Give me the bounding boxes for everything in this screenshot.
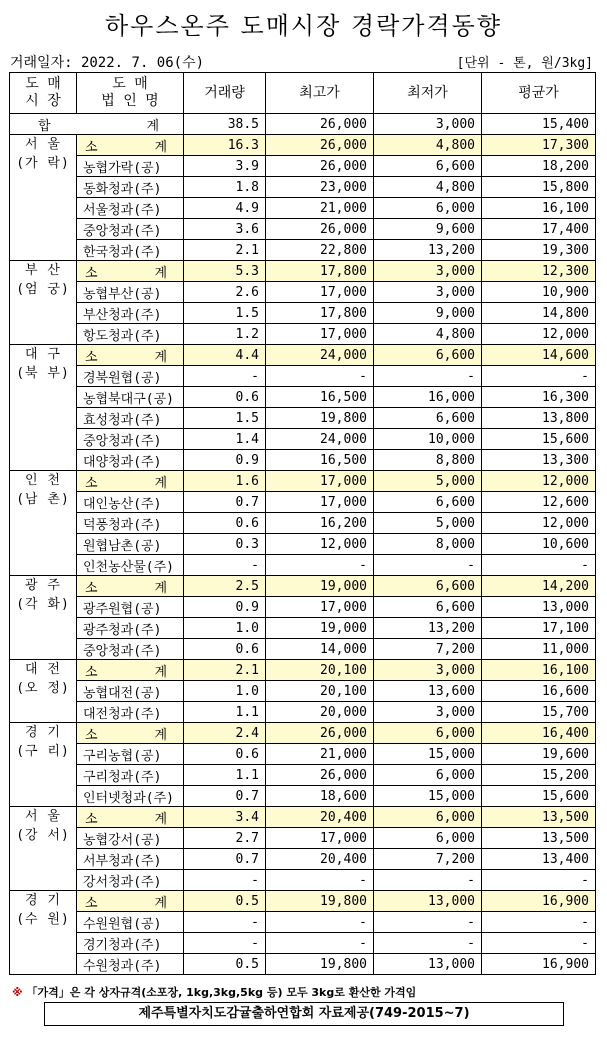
subtotal-label-part: 계 <box>154 139 167 155</box>
corp-name: 강서청과(주) <box>77 870 184 891</box>
table-row <box>10 450 596 471</box>
total-min: 3,000 <box>374 114 482 135</box>
corp-name: 항도청과(주) <box>77 324 184 345</box>
table-row <box>10 828 596 849</box>
corp-name: 농협북대구(공) <box>77 387 184 408</box>
subtotal-min: 3,000 <box>374 261 482 282</box>
avg-price: 15,600 <box>482 786 596 807</box>
min-price: 9,600 <box>374 219 482 240</box>
subtotal-row <box>10 345 596 366</box>
max-price: 26,000 <box>266 219 374 240</box>
table-body <box>10 114 596 975</box>
table-row <box>10 240 596 261</box>
max-price: - <box>266 555 374 576</box>
subtotal-max: 17,000 <box>266 471 374 492</box>
volume: 1.0 <box>184 681 266 702</box>
subtotal-label <box>77 261 184 282</box>
total-label-a: 합 <box>38 118 51 134</box>
avg-price: - <box>482 933 596 954</box>
table-row <box>10 408 596 429</box>
note-mark: ※ <box>12 986 23 999</box>
corp-name: 중앙청과(주) <box>77 639 184 660</box>
header-avg: 평균가 <box>482 73 596 114</box>
volume: 0.9 <box>184 597 266 618</box>
max-price: 12,000 <box>266 534 374 555</box>
volume: 1.0 <box>184 618 266 639</box>
subtotal-min: 6,000 <box>374 723 482 744</box>
subtotal-volume: 2.4 <box>184 723 266 744</box>
min-price: 15,000 <box>374 744 482 765</box>
corp-name: 인천농산물(주) <box>77 555 184 576</box>
subtotal-volume: 1.6 <box>184 471 266 492</box>
volume: 0.5 <box>184 954 266 975</box>
table-row <box>10 639 596 660</box>
header-corp: 도 매 법 인 명 <box>77 73 184 114</box>
subtotal-label-part: 계 <box>154 265 167 281</box>
table-row <box>10 492 596 513</box>
subtotal-volume: 2.5 <box>184 576 266 597</box>
min-price: 13,000 <box>374 954 482 975</box>
corp-name: 농협가락(공) <box>77 156 184 177</box>
header-market: 도 매 시 장 <box>10 73 77 114</box>
volume: - <box>184 555 266 576</box>
subtotal-volume: 5.3 <box>184 261 266 282</box>
table-row <box>10 870 596 891</box>
volume: 0.9 <box>184 450 266 471</box>
subtotal-volume: 4.4 <box>184 345 266 366</box>
subtotal-avg: 16,900 <box>482 891 596 912</box>
avg-price: 12,000 <box>482 513 596 534</box>
volume: 1.1 <box>184 765 266 786</box>
subtotal-label <box>77 135 184 156</box>
avg-price: - <box>482 912 596 933</box>
table-row <box>10 933 596 954</box>
table-row <box>10 324 596 345</box>
avg-price: 17,100 <box>482 618 596 639</box>
max-price: 17,000 <box>266 324 374 345</box>
corp-name: 덕풍청과(주) <box>77 513 184 534</box>
subtotal-label-part: 소 <box>85 811 98 827</box>
subtotal-label-part: 소 <box>85 895 98 911</box>
subtotal-row <box>10 807 596 828</box>
corp-name: 서울청과(주) <box>77 198 184 219</box>
subtotal-avg: 16,100 <box>482 660 596 681</box>
subtotal-label <box>77 723 184 744</box>
table-row <box>10 282 596 303</box>
max-price: 22,800 <box>266 240 374 261</box>
avg-price: 15,200 <box>482 765 596 786</box>
corp-name: 경기청과(주) <box>77 933 184 954</box>
footnote <box>12 984 416 1000</box>
subtotal-row <box>10 660 596 681</box>
data-credit: 제주특별자치도감귤출하연합회 자료제공(749-2015~7) <box>44 1002 564 1026</box>
avg-price: 15,800 <box>482 177 596 198</box>
avg-price: 13,300 <box>482 450 596 471</box>
min-price: 13,600 <box>374 681 482 702</box>
min-price: 6,000 <box>374 198 482 219</box>
max-price: 16,500 <box>266 450 374 471</box>
corp-name: 수원청과(주) <box>77 954 184 975</box>
avg-price: - <box>482 366 596 387</box>
max-price: 21,000 <box>266 198 374 219</box>
table-row <box>10 303 596 324</box>
table-row <box>10 912 596 933</box>
subtotal-label-part: 계 <box>154 580 167 596</box>
subtotal-label-part: 소 <box>85 727 98 743</box>
max-price: 20,400 <box>266 849 374 870</box>
market-name: 대 전 (오 정) <box>10 660 77 723</box>
avg-price: - <box>482 870 596 891</box>
subtotal-min: 4,800 <box>374 135 482 156</box>
min-price: 6,600 <box>374 156 482 177</box>
min-price: 3,000 <box>374 702 482 723</box>
table-row <box>10 177 596 198</box>
volume: 0.6 <box>184 513 266 534</box>
avg-price: 10,600 <box>482 534 596 555</box>
subtotal-max: 24,000 <box>266 345 374 366</box>
subtotal-label-part: 계 <box>154 811 167 827</box>
subtotal-avg: 16,400 <box>482 723 596 744</box>
market-name: 서 울 (가 락) <box>10 135 77 261</box>
subtotal-label-part: 계 <box>154 664 167 680</box>
min-price: 6,000 <box>374 765 482 786</box>
subtotal-max: 19,000 <box>266 576 374 597</box>
volume: - <box>184 870 266 891</box>
corp-name: 구리농협(공) <box>77 744 184 765</box>
avg-price: 16,300 <box>482 387 596 408</box>
max-price: 16,200 <box>266 513 374 534</box>
min-price: 8,800 <box>374 450 482 471</box>
table-row <box>10 198 596 219</box>
volume: 0.6 <box>184 639 266 660</box>
max-price: 17,800 <box>266 303 374 324</box>
volume: 1.5 <box>184 303 266 324</box>
max-price: 24,000 <box>266 429 374 450</box>
avg-price: 11,000 <box>482 639 596 660</box>
min-price: 13,200 <box>374 618 482 639</box>
subtotal-min: 3,000 <box>374 660 482 681</box>
subtotal-avg: 17,300 <box>482 135 596 156</box>
corp-name: 구리청과(주) <box>77 765 184 786</box>
table-row <box>10 702 596 723</box>
subtotal-label <box>77 576 184 597</box>
volume: 1.8 <box>184 177 266 198</box>
total-avg: 15,400 <box>482 114 596 135</box>
subtotal-row <box>10 471 596 492</box>
avg-price: 15,600 <box>482 429 596 450</box>
page-title: 하우스온주 도매시장 경락가격동향 <box>104 12 503 40</box>
volume: 0.3 <box>184 534 266 555</box>
header-max: 최고가 <box>266 73 374 114</box>
subtotal-label-part: 소 <box>85 475 98 491</box>
min-price: - <box>374 912 482 933</box>
market-name: 서 울 (강 서) <box>10 807 77 891</box>
min-price: 6,000 <box>374 828 482 849</box>
avg-price: - <box>482 555 596 576</box>
total-row <box>10 114 596 135</box>
subtotal-max: 20,100 <box>266 660 374 681</box>
min-price: 3,000 <box>374 282 482 303</box>
subtotal-label-part: 소 <box>85 139 98 155</box>
subtotal-label <box>77 471 184 492</box>
subtotal-label <box>77 345 184 366</box>
market-name: 경 기 (구 리) <box>10 723 77 807</box>
table-row <box>10 765 596 786</box>
subtotal-label-part: 소 <box>85 265 98 281</box>
total-max: 26,000 <box>266 114 374 135</box>
subtotal-volume: 0.5 <box>184 891 266 912</box>
market-name: 부 산 (엄 궁) <box>10 261 77 345</box>
table-row <box>10 618 596 639</box>
price-table <box>9 72 596 975</box>
subtotal-row <box>10 135 596 156</box>
min-price: - <box>374 870 482 891</box>
min-price: 7,200 <box>374 639 482 660</box>
corp-name: 대양청과(주) <box>77 450 184 471</box>
min-price: 15,000 <box>374 786 482 807</box>
header-min: 최저가 <box>374 73 482 114</box>
min-price: - <box>374 555 482 576</box>
corp-name: 농협대전(공) <box>77 681 184 702</box>
subtotal-max: 26,000 <box>266 723 374 744</box>
min-price: 4,800 <box>374 177 482 198</box>
max-price: - <box>266 933 374 954</box>
table-row <box>10 744 596 765</box>
subtotal-max: 20,400 <box>266 807 374 828</box>
volume: 3.6 <box>184 219 266 240</box>
total-label-b: 계 <box>146 118 159 134</box>
volume: - <box>184 933 266 954</box>
market-name: 경 기 (수 원) <box>10 891 77 975</box>
avg-price: 16,900 <box>482 954 596 975</box>
table-row <box>10 387 596 408</box>
corp-name: 수원원협(공) <box>77 912 184 933</box>
table-row <box>10 513 596 534</box>
volume: 1.1 <box>184 702 266 723</box>
corp-name: 경북원협(공) <box>77 366 184 387</box>
corp-name: 서부청과(주) <box>77 849 184 870</box>
max-price: 19,000 <box>266 618 374 639</box>
max-price: - <box>266 912 374 933</box>
min-price: 10,000 <box>374 429 482 450</box>
corp-name: 부산청과(주) <box>77 303 184 324</box>
avg-price: 14,800 <box>482 303 596 324</box>
subtotal-volume: 3.4 <box>184 807 266 828</box>
max-price: 21,000 <box>266 744 374 765</box>
subtotal-volume: 16.3 <box>184 135 266 156</box>
max-price: 19,800 <box>266 954 374 975</box>
min-price: - <box>374 933 482 954</box>
max-price: - <box>266 366 374 387</box>
subtotal-min: 6,000 <box>374 807 482 828</box>
subtotal-min: 6,600 <box>374 345 482 366</box>
corp-name: 광주청과(주) <box>77 618 184 639</box>
corp-name: 효성청과(주) <box>77 408 184 429</box>
avg-price: 15,700 <box>482 702 596 723</box>
subtotal-max: 17,800 <box>266 261 374 282</box>
total-label <box>10 114 184 135</box>
corp-name: 한국청과(주) <box>77 240 184 261</box>
max-price: 17,000 <box>266 492 374 513</box>
corp-name: 중앙청과(주) <box>77 429 184 450</box>
min-price: 4,800 <box>374 324 482 345</box>
volume: 2.1 <box>184 240 266 261</box>
subtotal-row <box>10 723 596 744</box>
max-price: 26,000 <box>266 156 374 177</box>
subtotal-label-part: 소 <box>85 349 98 365</box>
subtotal-row <box>10 576 596 597</box>
min-price: 6,600 <box>374 597 482 618</box>
subtotal-min: 5,000 <box>374 471 482 492</box>
corp-name: 인터넷청과(주) <box>77 786 184 807</box>
header-volume: 거래량 <box>184 73 266 114</box>
subtotal-label-part: 계 <box>154 475 167 491</box>
corp-name: 대인농산(주) <box>77 492 184 513</box>
min-price: 13,200 <box>374 240 482 261</box>
volume: 0.7 <box>184 849 266 870</box>
avg-price: 13,400 <box>482 849 596 870</box>
volume: 3.9 <box>184 156 266 177</box>
avg-price: 19,300 <box>482 240 596 261</box>
table-row <box>10 534 596 555</box>
volume: - <box>184 366 266 387</box>
subtotal-row <box>10 891 596 912</box>
min-price: 8,000 <box>374 534 482 555</box>
table-row <box>10 849 596 870</box>
table-row <box>10 366 596 387</box>
corp-name: 대전청과(주) <box>77 702 184 723</box>
max-price: 16,500 <box>266 387 374 408</box>
table-row <box>10 786 596 807</box>
subtotal-label-part: 계 <box>154 727 167 743</box>
min-price: 5,000 <box>374 513 482 534</box>
corp-name: 동화청과(주) <box>77 177 184 198</box>
volume: 0.7 <box>184 786 266 807</box>
total-volume: 38.5 <box>184 114 266 135</box>
volume: 0.6 <box>184 744 266 765</box>
unit-label: [단위 - 톤, 원/3kg] <box>456 56 593 71</box>
volume: 1.4 <box>184 429 266 450</box>
min-price: - <box>374 366 482 387</box>
max-price: 26,000 <box>266 765 374 786</box>
subtotal-avg: 13,500 <box>482 807 596 828</box>
table-row <box>10 954 596 975</box>
subtotal-volume: 2.1 <box>184 660 266 681</box>
max-price: - <box>266 870 374 891</box>
subtotal-avg: 12,300 <box>482 261 596 282</box>
volume: 0.7 <box>184 492 266 513</box>
subtotal-avg: 12,000 <box>482 471 596 492</box>
min-price: 16,000 <box>374 387 482 408</box>
subtotal-label-part: 소 <box>85 580 98 596</box>
table-row <box>10 429 596 450</box>
market-name: 광 주 (각 화) <box>10 576 77 660</box>
avg-price: 12,600 <box>482 492 596 513</box>
corp-name: 농협강서(공) <box>77 828 184 849</box>
max-price: 23,000 <box>266 177 374 198</box>
subtotal-min: 13,000 <box>374 891 482 912</box>
volume: 1.2 <box>184 324 266 345</box>
avg-price: 12,000 <box>482 324 596 345</box>
table-row <box>10 681 596 702</box>
corp-name: 원협남촌(공) <box>77 534 184 555</box>
subtotal-label-part: 계 <box>154 349 167 365</box>
volume: 2.6 <box>184 282 266 303</box>
subtotal-label-part: 소 <box>85 664 98 680</box>
max-price: 19,800 <box>266 408 374 429</box>
volume: 2.7 <box>184 828 266 849</box>
subtotal-max: 19,800 <box>266 891 374 912</box>
volume: 0.6 <box>184 387 266 408</box>
avg-price: 19,600 <box>482 744 596 765</box>
subtotal-label <box>77 891 184 912</box>
avg-price: 18,200 <box>482 156 596 177</box>
avg-price: 17,400 <box>482 219 596 240</box>
max-price: 14,000 <box>266 639 374 660</box>
subtotal-avg: 14,600 <box>482 345 596 366</box>
avg-price: 16,600 <box>482 681 596 702</box>
max-price: 18,600 <box>266 786 374 807</box>
volume: 4.9 <box>184 198 266 219</box>
table-row <box>10 597 596 618</box>
min-price: 6,600 <box>374 492 482 513</box>
subtotal-avg: 14,200 <box>482 576 596 597</box>
avg-price: 13,000 <box>482 597 596 618</box>
corp-name: 중앙청과(주) <box>77 219 184 240</box>
max-price: 17,000 <box>266 828 374 849</box>
table-row <box>10 219 596 240</box>
avg-price: 13,800 <box>482 408 596 429</box>
max-price: 17,000 <box>266 597 374 618</box>
min-price: 9,000 <box>374 303 482 324</box>
avg-price: 13,500 <box>482 828 596 849</box>
subtotal-label-part: 계 <box>154 895 167 911</box>
market-name: 대 구 (북 부) <box>10 345 77 471</box>
corp-name: 광주원협(공) <box>77 597 184 618</box>
subtotal-min: 6,600 <box>374 576 482 597</box>
avg-price: 10,900 <box>482 282 596 303</box>
header-row <box>10 73 596 114</box>
subtotal-label <box>77 807 184 828</box>
market-name: 인 천 (남 촌) <box>10 471 77 576</box>
max-price: 17,000 <box>266 282 374 303</box>
subtotal-max: 26,000 <box>266 135 374 156</box>
table-row <box>10 555 596 576</box>
max-price: 20,100 <box>266 681 374 702</box>
volume: 1.5 <box>184 408 266 429</box>
trade-date: 거래일자: 2022. 7. 06(수) <box>10 55 205 71</box>
note-text: 「가격」은 각 상자규격(소포장, 1kg,3kg,5kg 등) 모두 3kg로 환산한 가격임 <box>26 986 417 999</box>
min-price: 6,600 <box>374 408 482 429</box>
table-row <box>10 156 596 177</box>
corp-name: 농협부산(공) <box>77 282 184 303</box>
min-price: 7,200 <box>374 849 482 870</box>
subtotal-label <box>77 660 184 681</box>
subtotal-row <box>10 261 596 282</box>
avg-price: 16,100 <box>482 198 596 219</box>
max-price: 20,000 <box>266 702 374 723</box>
volume: - <box>184 912 266 933</box>
